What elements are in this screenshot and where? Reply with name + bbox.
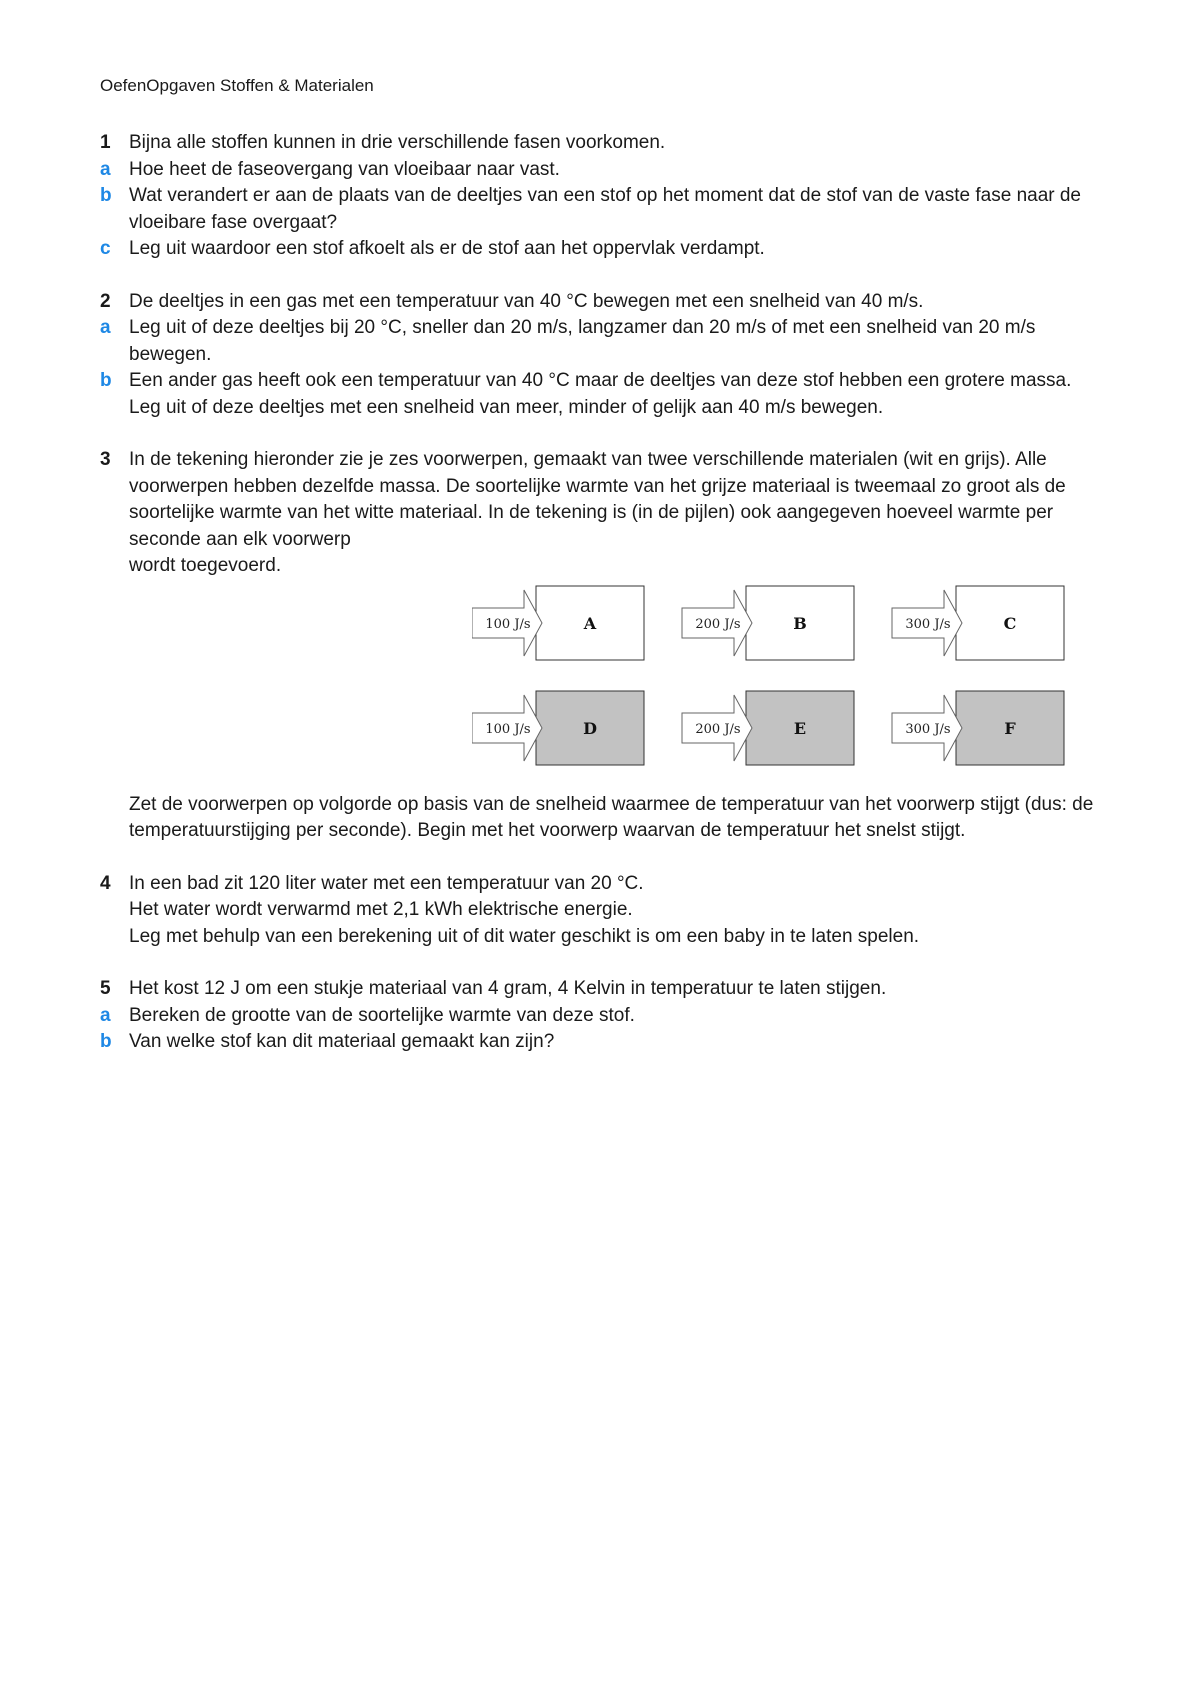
question-intro: Het kost 12 J om een stukje materiaal van 4 gram, 4 Kelvin in temperatuur te laten stijgen. [129,978,887,999]
page-header: OefenOpgaven Stoffen & Materialen [100,76,374,95]
question-intro: In de tekening hieronder zie je zes voorwerpen, gemaakt van twee verschillende materialen (wit en grijs). Alle voorwerpen hebben dezelfde massa. De soortelijke warmte van het grijze materiaal is tweemaal zo groot als de soortelijke warmte van het witte materiaal. In de tekening is (in de pijlen) ook aangegeven hoeveel warmte per seconde aan elk voorwerp [129,449,1066,550]
question-line: In een bad zit 120 liter water met een temperatuur van 20 °C. [129,872,644,894]
part-label: b [100,1031,112,1052]
question-number: 4 [100,872,111,894]
heat-figure-drawing [472,582,1072,782]
part-text-continued: Leg uit of deze deeltjes met een snelheid van meer, minder of gelijk aan 40 m/s bewegen. [129,396,884,418]
question-5 [100,976,1120,1056]
heat-rate-label: 100 J/s [485,616,531,632]
part-text: Hoe heet de faseovergang van vloeibaar naar vast. [129,158,560,180]
object-label: A [583,613,597,633]
question-2 [100,289,1120,422]
part-label: b [100,185,112,206]
question-number: 3 [100,449,111,470]
part-label: b [100,370,112,391]
object-label: D [583,718,597,738]
question-number: 1 [100,132,111,153]
object-label: E [793,718,807,738]
question-intro-continued: wordt toegevoerd. [129,555,282,576]
question-1 [100,130,1120,263]
heat-rate-label: 300 J/s [905,616,951,632]
part-label: c [100,238,111,259]
question-line: Het water wordt verwarmd met 2,1 kWh elektrische energie. [129,899,633,920]
object-label: F [1004,718,1016,738]
question-3 [100,447,1120,845]
object-b [682,586,854,660]
heat-rate-label: 300 J/s [905,721,951,737]
question-number: 2 [100,290,111,312]
object-a [472,586,644,660]
question-intro: Bijna alle stoffen kunnen in drie verschillende fasen voorkomen. [129,132,666,153]
object-c [892,586,1064,660]
part-text: Wat verandert er aan de plaats van de deeltjes van een stof op het moment dat de stof van de vaste fase naar de vloeibare fase overgaat? [129,185,1082,233]
question-4 [100,871,1120,951]
question-outro: Zet de voorwerpen op volgorde op basis van de snelheid waarmee de temperatuur van het voorwerp stijgt (dus: de temperatuurstijging per seconde). Begin met het voorwerp waarvan de temperatuur het snelst stijgt. [129,793,1094,841]
object-f [892,691,1064,765]
object-label: B [793,613,807,633]
heat-rate-label: 200 J/s [695,721,741,737]
heat-rate-label: 200 J/s [695,616,741,632]
part-text: Leg uit waardoor een stof afkoelt als er de stof aan het oppervlak verdampt. [129,238,765,259]
part-text: Leg uit of deze deeltjes bij 20 °C, sneller dan 20 m/s, langzamer dan 20 m/s of met een snelheid van 20 m/s bewegen. [129,317,1036,365]
part-label: a [100,317,111,338]
question-number: 5 [100,978,111,999]
heat-rate-label: 100 J/s [485,721,531,737]
object-e [682,691,854,765]
part-text: Van welke stof kan dit materiaal gemaakt kan zijn? [129,1031,555,1052]
part-label: a [100,1004,111,1026]
questions-list [100,130,1120,1082]
heat-figure [100,582,1120,788]
part-label: a [100,158,111,180]
question-line: Leg met behulp van een berekening uit of dit water geschikt is om een baby in te laten spelen. [129,925,920,947]
part-text: Bereken de grootte van de soortelijke warmte van deze stof. [129,1004,635,1026]
object-label: C [1003,613,1017,633]
object-d [472,691,644,765]
part-text: Een ander gas heeft ook een temperatuur van 40 °C maar de deeltjes van deze stof hebben een grotere massa. [129,370,1072,391]
question-intro: De deeltjes in een gas met een temperatuur van 40 °C bewegen met een snelheid van 40 m/s. [129,290,924,312]
